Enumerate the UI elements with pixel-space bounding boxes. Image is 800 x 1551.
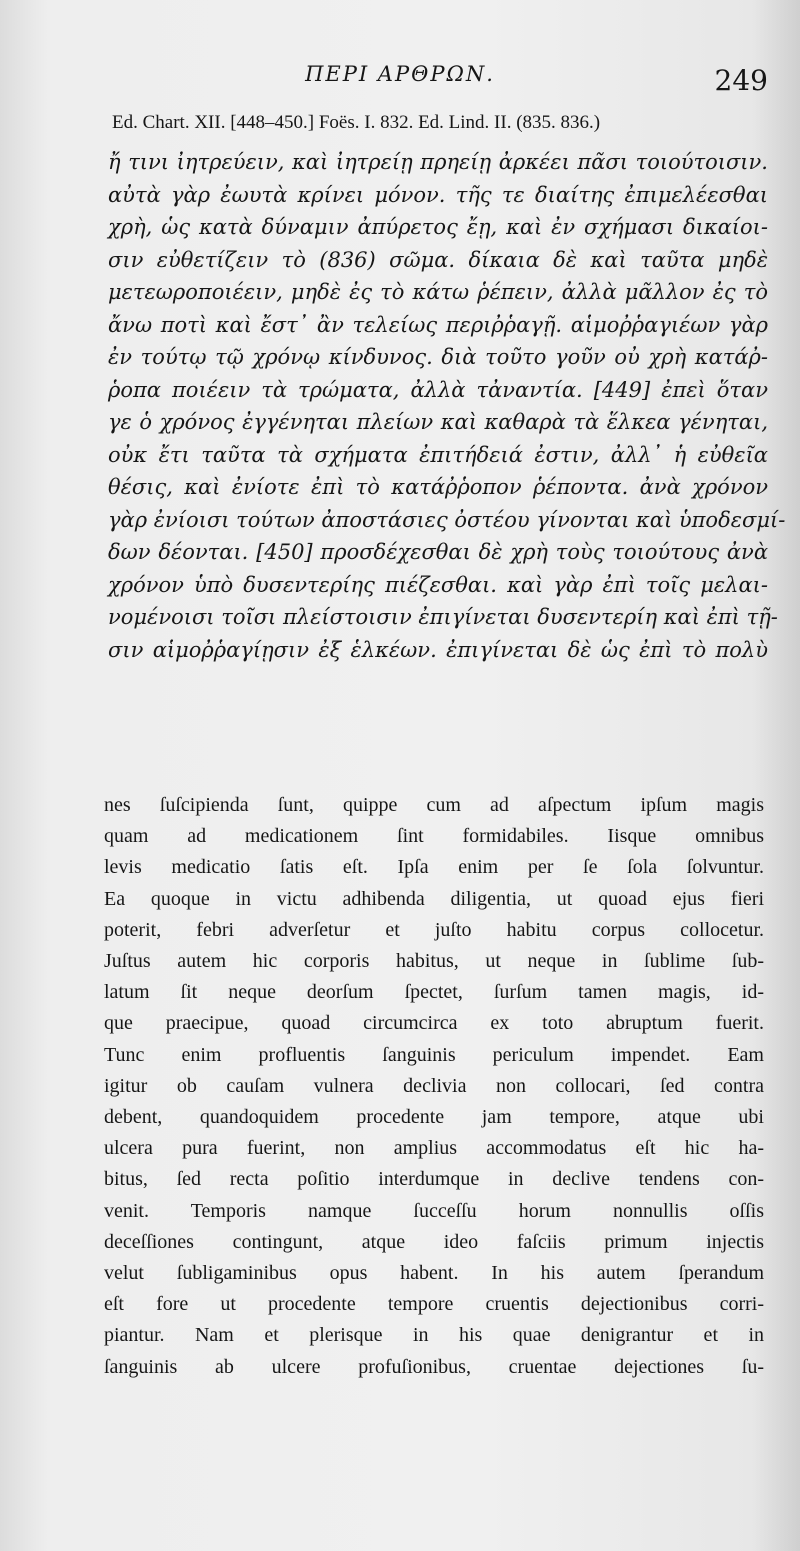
- greek-line: ἄνω ποτὶ καὶ ἔστ᾽ ἂν τελείως περιῤῥαγῇ. αἱμοῤῥαγιέων γὰρ: [108, 312, 768, 337]
- greek-text-block: [108, 146, 786, 666]
- greek-line: αὐτὰ γὰρ ἐωυτὰ κρίνει μόνον. τῆς τε διαίτης ἐπιμελέεσθαι: [108, 182, 768, 207]
- greek-line: νομένοισι τοῖσι πλείστοισιν ἐπιγίνεται δυσεντερίη καὶ ἐπὶ τῇ-: [108, 605, 778, 629]
- latin-line: deceſſiones contingunt, atque ideo faſciis primum injectis: [104, 1230, 764, 1253]
- greek-line: ῥοπα ποιέειν τὰ τρώματα, ἀλλὰ τἀναντία. [449] ἐπεὶ ὅταν: [108, 377, 768, 402]
- latin-line: eſt fore ut procedente tempore cruentis dejectionibus corri-: [104, 1293, 764, 1316]
- latin-line: ſanguinis ab ulcere profuſionibus, cruentae dejectiones ſu-: [104, 1355, 764, 1378]
- latin-line: Juſtus autem hic corporis habitus, ut neque in ſublime ſub-: [104, 950, 764, 973]
- latin-line: levis medicatio ſatis eſt. Ipſa enim per ſe ſola ſolvuntur.: [104, 856, 764, 879]
- edition-reference-line: Ed. Chart. XII. [448–450.] Foës. I. 832. Ed. Lind. II. (835. 836.): [112, 112, 601, 133]
- greek-line: χρὴ, ὡς κατὰ δύναμιν ἀπύρετος ἔῃ, καὶ ἐν σχήμασι δικαίοι-: [108, 215, 768, 239]
- latin-line: debent, quandoquidem procedente jam tempore, atque ubi: [104, 1106, 764, 1129]
- greek-line: δων δέονται. [450] προσδέχεσθαι δὲ χρὴ τοὺς τοιούτους ἀνὰ: [108, 540, 768, 564]
- greek-line: θέσις, καὶ ἐνίοτε ἐπὶ τὸ κατάῤῥοπον ῥέποντα. ἀνὰ χρόνον: [108, 475, 768, 499]
- greek-line: οὐκ ἔτι ταῦτα τὰ σχήματα ἐπιτήδειά ἐστιν, ἀλλ᾽ ἡ εὐθεῖα: [108, 442, 768, 467]
- page-header: [0, 62, 800, 102]
- latin-line: que praecipue, quoad circumcirca ex toto abruptum fuerit.: [104, 1012, 764, 1035]
- latin-line: piantur. Nam et plerisque in his quae denigrantur et in: [104, 1324, 764, 1347]
- greek-line: γὰρ ἐνίοισι τούτων ἀποστάσιες ὀστέου γίνονται καὶ ὑποδεσμί-: [108, 507, 786, 532]
- greek-line: μετεωροποιέειν, μηδὲ ἐς τὸ κάτω ῥέπειν, ἀλλὰ μᾶλλον ἐς τὸ: [108, 280, 768, 304]
- latin-line: nes ſuſcipienda ſunt, quippe cum ad aſpectum ipſum magis: [104, 794, 764, 816]
- latin-line: poterit, febri adverſetur et juſto habitu corpus collocetur.: [104, 918, 764, 941]
- latin-line: quam ad medicationem ſint formidabiles. Iisque omnibus: [104, 825, 764, 848]
- greek-line: ἐν τούτῳ τῷ χρόνῳ κίνδυνος. διὰ τοῦτο γοῦν οὐ χρὴ κατάῤ-: [108, 345, 768, 369]
- greek-line: γε ὁ χρόνος ἐγγένηται πλείων καὶ καθαρὰ τὰ ἕλκεα γένηται,: [108, 410, 768, 434]
- latin-line: venit. Temporis namque ſucceſſu horum nonnullis oſſis: [104, 1199, 764, 1222]
- latin-line: latum ſit neque deorſum ſpectet, ſurſum tamen magis, id-: [104, 981, 764, 1004]
- greek-line: χρόνον ὑπὸ δυσεντερίης πιέζεσθαι. καὶ γὰρ ἐπὶ τοῖς μελαι-: [108, 572, 768, 597]
- latin-line: igitur ob cauſam vulnera declivia non collocari, ſed contra: [104, 1074, 764, 1097]
- latin-line: velut ſubligaminibus opus habent. In his autem ſperandum: [104, 1262, 764, 1285]
- latin-line: Ea quoque in victu adhibenda diligentia, ut quoad ejus fieri: [104, 887, 764, 910]
- latin-line: Tunc enim profluentis ſanguinis periculum impendet. Eam: [104, 1043, 764, 1066]
- latin-line: ulcera pura fuerint, non amplius accommodatus eſt hic ha-: [104, 1137, 764, 1160]
- page-number: 249: [714, 64, 768, 97]
- running-title: ΠΕΡΙ ΑΡΘΡΩΝ.: [305, 62, 495, 86]
- greek-line: σιν αἱμοῤῥαγίῃσιν ἐξ ἑλκέων. ἐπιγίνεται δὲ ὡς ἐπὶ τὸ πολὺ: [108, 637, 768, 662]
- greek-line: σιν εὐθετίζειν τὸ (836) σῶμα. δίκαια δὲ καὶ ταῦτα μηδὲ: [108, 247, 768, 272]
- latin-line: bitus, ſed recta poſitio interdumque in declive tendens con-: [104, 1168, 764, 1191]
- latin-text-block: [104, 790, 764, 1383]
- greek-line: ἤ τινι ἰητρεύειν, καὶ ἰητρείῃ πρηείῃ ἀρκέει πᾶσι τοιούτοισιν.: [108, 150, 768, 174]
